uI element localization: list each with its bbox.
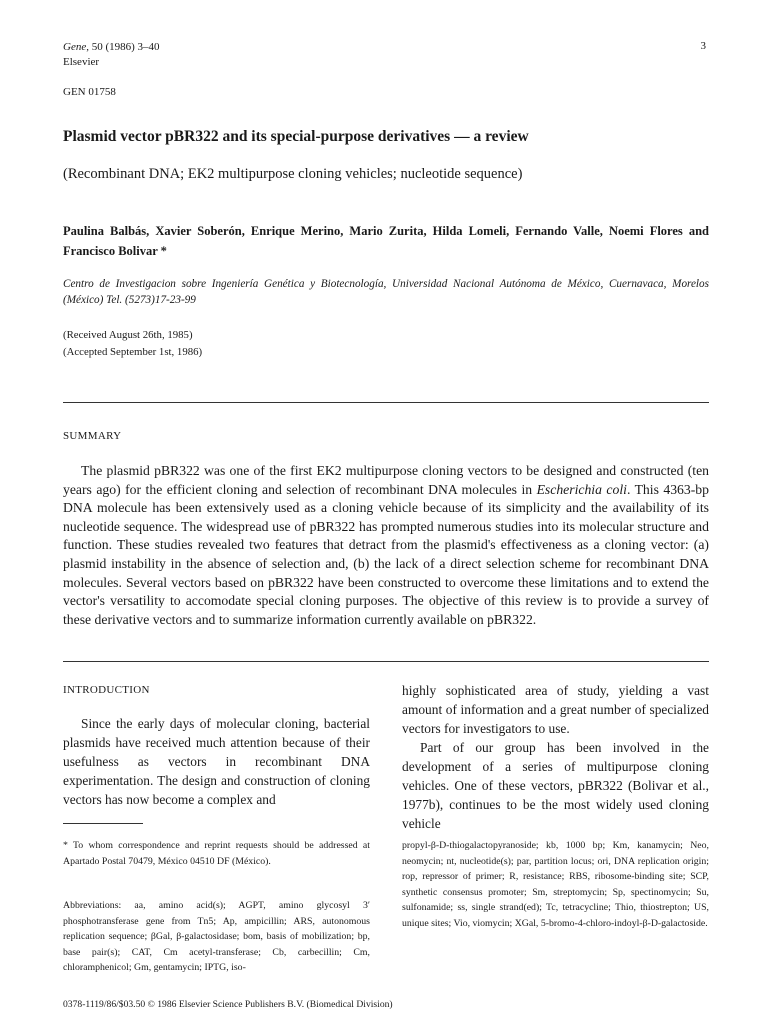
article-keywords: (Recombinant DNA; EK2 multipurpose cloning vehicles; nucleotide sequence) — [63, 166, 523, 182]
abbreviations-footnote-cont: propyl-β-D-thiogalactopyranoside; kb, 1000 bp; Km, kanamycin; Neo, neomycin; nt, nucleotide(s); par, partition locus; ori, DNA replication origin; rop, repressor of primer; R, resistance; RBS, ribosome-binding site; SCP, synthetic consensus promoter; Sm, streptomycin; Sp, spectinomycin; Su, sulfonamide; ss, single strand(ed); Tc, tetracycline; Thio, thiostrepton; US, unique sites; Vio, viomycin; XGal, 5-bromo-4-chloro-indoyl-β-D-galactoside. — [402, 840, 709, 929]
summary-heading: SUMMARY — [63, 430, 122, 442]
intro-paragraph-1: Since the early days of molecular cloning, bacterial plasmids have received much attention because of their usefulness as vectors in recombinant DNA experimentation. The design and construction of cloning vectors has now become a complex and — [63, 716, 370, 807]
right-column — [402, 681, 709, 833]
abbreviations-footnote: Abbreviations: aa, amino acid(s); AGPT, amino glycosyl 3′ phosphotransferase gene from Tn5; Ap, ampicillin; ARS, autonomous replication sequence; βGal, β-galactosidase; bom, basis of mobilization; bp, base pair(s); CAT, Cm acetyl-transferase; Cb, carbecillin; Cm, chloramphenicol; Gm, gentamycin; IPTG, iso- — [63, 900, 370, 973]
journal-citation: , 50 (1986) 3–40 — [86, 41, 160, 53]
publisher-name: Elsevier — [63, 56, 100, 68]
received-date: (Received August 26th, 1985) — [63, 329, 193, 341]
article-title: Plasmid vector pBR322 and its special-purpose derivatives — a review — [63, 128, 529, 145]
journal-header — [63, 40, 160, 70]
summary-text: The plasmid pBR322 was one of the first EK2 multipurpose cloning vectors to be designed and constructed (ten years ago) for the efficient cloning and selection of recombinant DNA molecules in Escherichia coli. This 4363-bp DNA molecule has been extensively used as a cloning vehicle because of its simplicity and the availability of its nucleotide sequence. The widespread use of pBR322 has prompted numerous studies into its molecular structure and function. These studies revealed two features that detract from the plasmid's effectiveness as a cloning vector: (a) plasmid instability in the absence of selection and, (b) the lack of a direct selection scheme for recombinant DNA molecules. Several vectors based on pBR322 have been constructed to overcome these limitations and to extend the vector's versatility to accomodate special cloning purposes. The objective of this review is to provide a survey of these derivative vectors and to summarize information currently available on pBR322. — [63, 463, 709, 627]
author-affiliation: Centro de Investigacion sobre Ingeniería Genética y Biotecnología, Universidad Nacional Autónoma de México, Cuernavaca, Morelos (México) Tel. (5273)17-23-99 — [63, 278, 709, 306]
copyright-footer: 0378-1119/86/$03.50 © 1986 Elsevier Science Publishers B.V. (Biomedical Division) — [63, 999, 393, 1010]
article-id: GEN 01758 — [63, 86, 116, 98]
footnote-rule — [63, 823, 143, 824]
left-column — [63, 684, 370, 809]
organism-name: Escherichia coli — [536, 481, 627, 497]
journal-name: Gene — [63, 41, 87, 53]
summary-top-rule — [63, 402, 709, 403]
page-number: 3 — [700, 40, 706, 52]
article-dates — [63, 327, 202, 361]
correspondence-footnote: * To whom correspondence and reprint requests should be addressed at Apartado Postal 70479, México 04510 DF (México). — [63, 840, 370, 867]
intro-paragraph-2: Part of our group has been involved in the development of a series of multipurpose cloning vehicles. One of these vectors, pBR322 (Bolivar et al., 1977b), continues to be the most widely used cloning vehicle — [402, 740, 709, 831]
summary-bottom-rule — [63, 661, 709, 662]
introduction-heading: INTRODUCTION — [63, 684, 150, 696]
intro-paragraph-1-cont: highly sophisticated area of study, yielding a vast amount of information and a great number of specialized vectors for investigators to use. — [402, 683, 709, 736]
accepted-date: (Accepted September 1st, 1986) — [63, 346, 203, 358]
author-list: Paulina Balbás, Xavier Soberón, Enrique Merino, Mario Zurita, Hilda Lomeli, Fernando Valle, Noemi Flores and Francisco Bolivar * — [63, 224, 709, 258]
